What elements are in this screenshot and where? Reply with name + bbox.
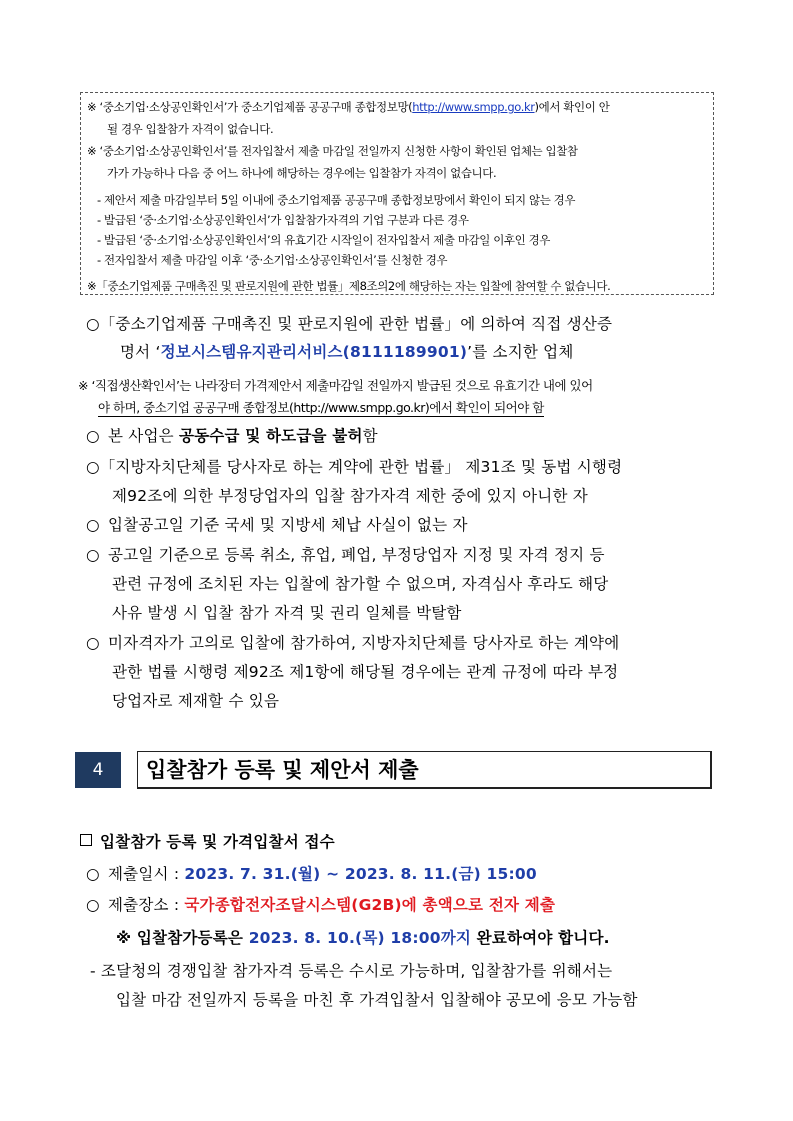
note-line-2: 야 하며, 중소기업 공공구매 종합정보(http://www.smpp.go.kr)에서 확인이 되어야 함	[98, 400, 544, 415]
section-title: 입찰참가 등록 및 제안서 제출	[137, 751, 712, 789]
notice-item: - 발급된 ‘중·소기업·소상공인확인서’가 입찰참가자격의 기업 구분과 다른 경우	[97, 213, 469, 227]
registration-dash-l1: - 조달청의 경쟁입찰 참가자격 등록은 수시로 가능하며, 입찰참가를 위해서는	[90, 962, 613, 980]
notice-item: - 제안서 제출 마감일부터 5일 이내에 중소기업제품 공공구매 종합정보망에서 확인이 되지 않는 경우	[97, 193, 576, 207]
notice-box	[80, 92, 714, 295]
checkbox-square-icon	[80, 834, 92, 846]
bullet-local-gov-l2: 제92조에 의한 부정당업자의 입찰 참가자격 제한 중에 있지 아니한 자	[112, 487, 588, 505]
notice-line-3: ※ ‘중소기업·소상공인확인서’를 전자입찰서 제출 마감일 전일까지 신청한 사항이 확인된 업체는 입찰참	[87, 144, 578, 158]
notice-item: - 발급된 ‘중·소기업·소상공인확인서’의 유효기간 시작일이 전자입찰서 제출 마감일 이후인 경우	[97, 233, 551, 247]
bullet-unqualified-l1: ○ 미자격자가 고의로 입찰에 참가하여, 지방자치단체를 당사자로 하는 계약에	[86, 634, 620, 652]
service-code: 정보시스템유지관리서비스(8111189901)	[160, 343, 468, 361]
smpp-link[interactable]: http://www.smpp.go.kr	[412, 100, 535, 114]
submission-place: ○ 제출장소 : 국가종합전자조달시스템(G2B)에 총액으로 전자 제출	[86, 896, 556, 914]
notice-item: - 전자입찰서 제출 마감일 이후 ‘중·소기업·소상공인확인서’를 신청한 경우	[97, 253, 448, 267]
notice-last: ※「중소기업제품 구매촉진 및 판로지원에 관한 법률」제8조의2에 해당하는 자는 입찰에 참여할 수 없습니다.	[87, 279, 611, 293]
bullet-disqualify-l1: ○ 공고일 기준으로 등록 취소, 휴업, 폐업, 부정당업자 지정 및 자격 정지 등	[86, 546, 605, 564]
bullet-tax: ○ 입찰공고일 기준 국세 및 지방세 체납 사실이 없는 자	[86, 516, 468, 534]
notice-line-2: 될 경우 입찰참가 자격이 없습니다.	[107, 122, 274, 136]
bullet-disqualify-l3: 사유 발생 시 입찰 참가 자격 및 권리 일체를 박탈함	[112, 604, 462, 622]
bullet-unqualified-l2: 관한 법률 시행령 제92조 제1항에 해당될 경우에는 관계 규정에 따라 부정	[112, 663, 619, 681]
bullet-consortium: ○ 본 사업은 공동수급 및 하도급을 불허함	[86, 427, 378, 445]
bullet-direct-production-l1: ○「중소기업제품 구매촉진 및 판로지원에 관한 법률」에 의하여 직접 생산증	[86, 315, 613, 333]
section-number: 4	[75, 752, 121, 788]
bullet-local-gov-l1: ○「지방자치단체를 당사자로 하는 계약에 관한 법률」 제31조 및 동법 시행령	[86, 458, 623, 476]
bullet-unqualified-l3: 당업자로 제재할 수 있음	[112, 692, 280, 710]
notice-line-4: 가가 가능하나 다음 중 어느 하나에 해당하는 경우에는 입찰참가 자격이 없습니다.	[107, 166, 497, 180]
submission-date: ○ 제출일시 : 2023. 7. 31.(월) ~ 2023. 8. 11.(금) 15:00	[86, 865, 537, 883]
note-line-1: ※ ‘직접생산확인서’는 나라장터 가격제안서 제출마감일 전일까지 발급된 것으로 유효기간 내에 있어	[78, 378, 593, 393]
notice-line-1: ※ ‘중소기업·소상공인확인서’가 중소기업제품 공공구매 종합정보망(http://www.smpp.go.kr)에서 확인이 안	[87, 100, 610, 114]
bullet-direct-production-l2: 명서 ‘정보시스템유지관리서비스(8111189901)’를 소지한 업체	[120, 343, 574, 361]
registration-heading: 입찰참가 등록 및 가격입찰서 접수	[80, 830, 335, 852]
registration-dash-l2: 입찰 마감 전일까지 등록을 마친 후 가격입찰서 입찰해야 공모에 응모 가능함	[116, 991, 638, 1009]
bullet-disqualify-l2: 관련 규정에 조치된 자는 입찰에 참가할 수 없으며, 자격심사 후라도 해당	[112, 575, 609, 593]
registration-deadline: ※ 입찰참가등록은 2023. 8. 10.(목) 18:00까지 완료하여야 합니다.	[116, 929, 610, 947]
